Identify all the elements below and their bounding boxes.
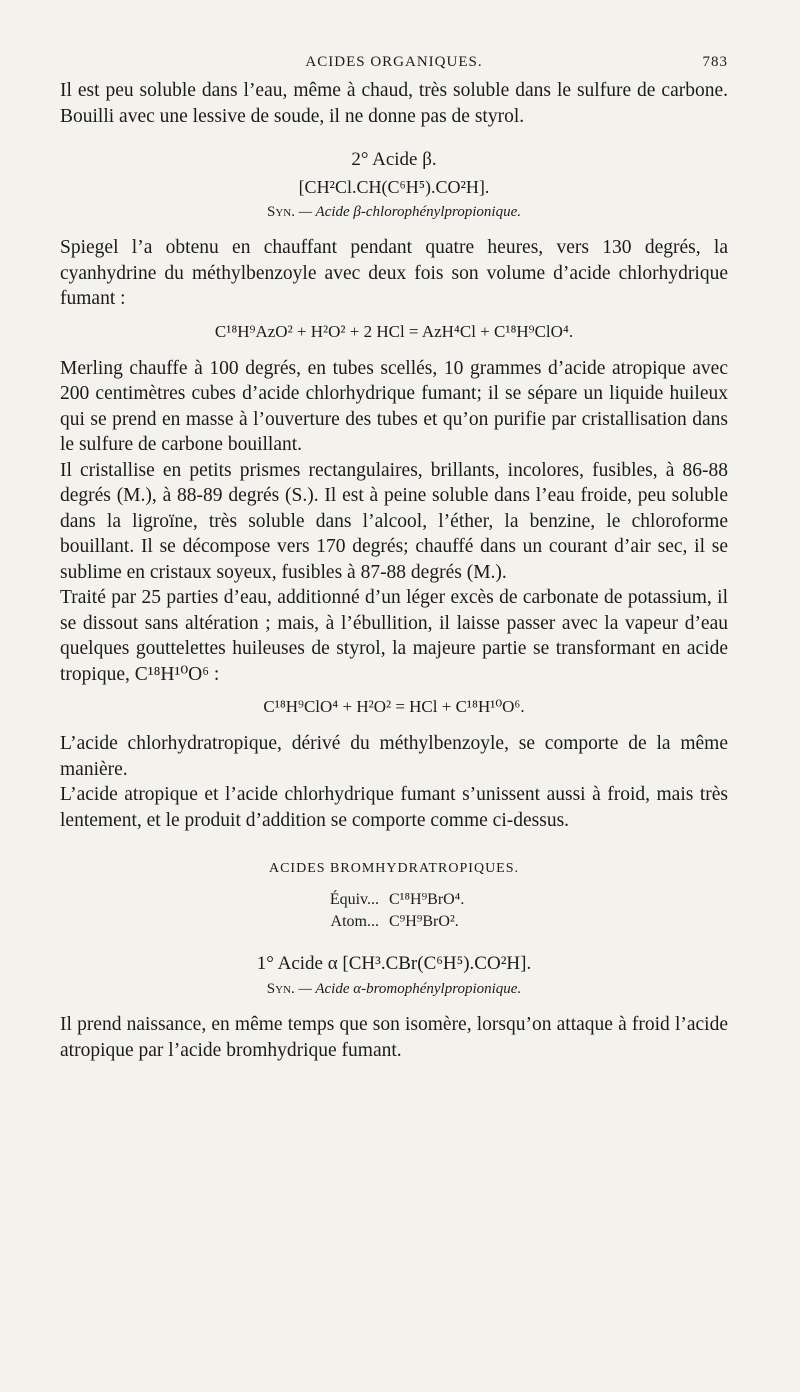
synonym-acide-beta [60,204,728,221]
page-number: 783 [702,54,728,70]
atom-value: C⁹H⁹BrO². [389,913,459,930]
paragraph-traite: Traité par 25 parties d’eau, additionné d’un léger excès de carbonate de potassium, il se dissout sans altération ; mais, à l’ébullition, il laisse passer avec la vapeur d’eau quelques gouttelettes huileuses de styrol, la majeure partie se transformant en acide tropique, C¹⁸H¹⁰O⁶ : [60,587,728,685]
atom-label: Atom... [330,913,379,930]
atom-row [60,911,728,933]
equiv-label: Équiv... [329,891,379,908]
running-header [60,48,728,78]
syn-text: — Acide α-bromophénylpropionique. [298,981,522,997]
synonym-acide-alpha [60,981,728,998]
paragraph-atropique: L’acide atropique et l’acide chlorhydrique fumant s’unissent aussi à froid, mais très lentement, et le produit d’addition se comporte comme ci-dessus. [60,784,728,831]
paragraph-intro: Il est peu soluble dans l’eau, même à chaud, très soluble dans le sulfure de carbone. Bouilli avec une lessive de soude, il ne donne pas de styrol. [60,80,728,127]
syn-text: — Acide β-chlorophénylpropionique. [298,204,522,220]
paragraph-merling: Merling chauffe à 100 degrés, en tubes scellés, 10 grammes d’acide atropique avec 200 centimètres cubes d’acide chlorhydrique fumant; il se sépare un liquide huileux qui se prend en masse à l’ouverture des tubes et qu’on purifie par cristallisation dans le sulfure de carbone bouillant. [60,357,728,455]
header-title: ACIDES ORGANIQUES. [305,54,483,70]
equiv-row [60,889,728,911]
heading-acide-alpha: 1° Acide α [CH³.CBr(C⁶H⁵).CO²H]. [256,953,532,974]
equivalents-table [60,889,728,933]
equation-1: C¹⁸H⁹AzO² + H²O² + 2 HCl = AzH⁴Cl + C¹⁸H⁹ClO⁴. [214,321,574,341]
heading-acide-beta: 2° Acide β. [351,149,437,170]
document-page [60,48,728,1063]
section-title: ACIDES BROMHYDRATROPIQUES. [268,861,520,876]
paragraph-chlorhydratropique: L’acide chlorhydratropique, dérivé du méthylbenzoyle, se comporte de la même manière. [60,733,728,780]
paragraph-spiegel: Spiegel l’a obtenu en chauffant pendant quatre heures, vers 130 degrés, la cyanhydrine du méthylbenzoyle avec deux fois son volume d’acide chlorhydrique fumant : [60,237,728,309]
equation-2: C¹⁸H⁹ClO⁴ + H²O² = HCl + C¹⁸H¹⁰O⁶. [263,697,525,716]
syn-label: Syn. [266,204,295,220]
syn-label: Syn. [266,981,295,997]
equiv-value: C¹⁸H⁹BrO⁴. [389,891,465,908]
formula-acide-beta: [CH²Cl.CH(C⁶H⁵).CO²H]. [298,177,490,197]
paragraph-prend: Il prend naissance, en même temps que son isomère, lorsqu’on attaque à froid l’acide atropique par l’acide bromhydrique fumant. [60,1014,728,1061]
paragraph-cristallise: Il cristallise en petits prismes rectangulaires, brillants, incolores, fusibles, à 86-88 degrés (M.), à 88-89 degrés (S.). Il est à peine soluble dans l’eau froide, peu soluble dans la ligroïne, très soluble dans l’alcool, l’éther, la benzine, le chloroforme bouillant. Il se décompose vers 170 degrés; chauffé dans un courant d’air sec, il se sublime en cristaux soyeux, fusibles à 87-88 degrés (M.). [60,459,728,583]
